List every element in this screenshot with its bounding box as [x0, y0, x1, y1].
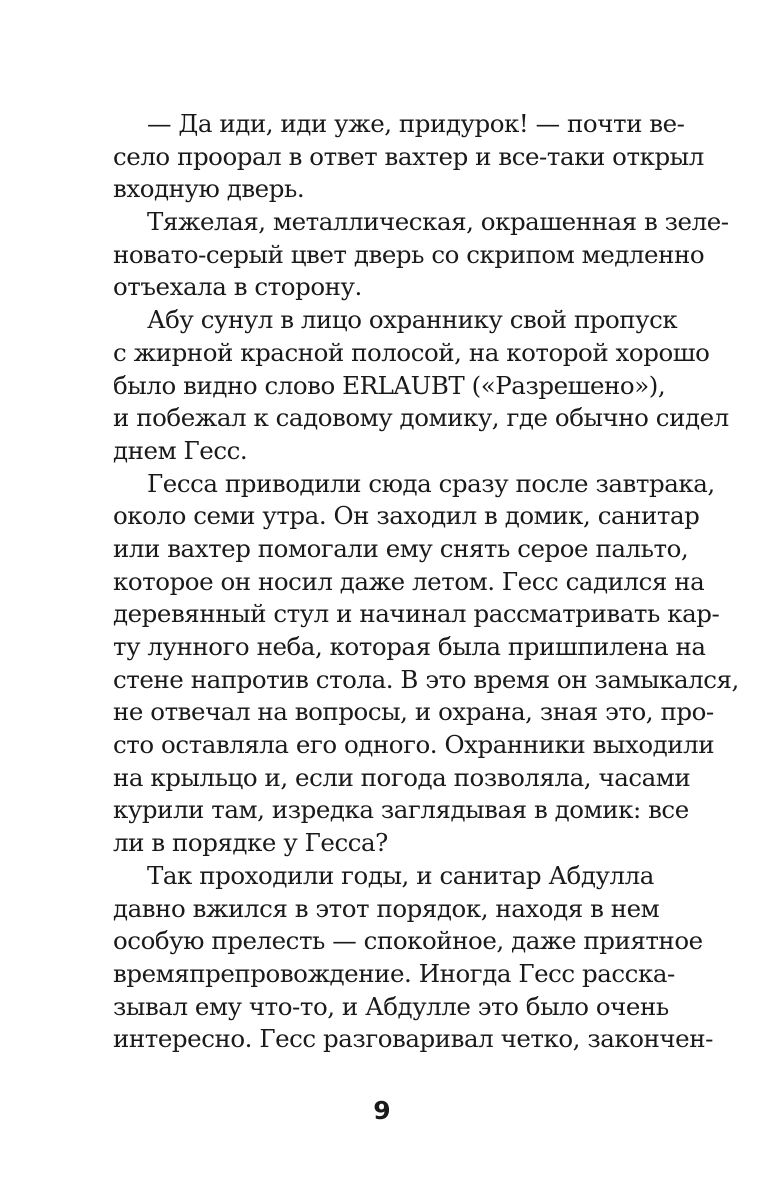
text-line: Гесса приводили сюда сразу после завтрака, [147, 468, 715, 498]
text-line: отъехала в сторону. [113, 272, 362, 302]
text-line: с жирной красной полосой, на которой хорошо [113, 337, 710, 367]
text-line: входную дверь. [113, 174, 305, 204]
text-line: около семи утра. Он заходил в домик, санитар [113, 501, 700, 531]
text-line: не отвечал на вопросы, и охрана, зная это, про- [113, 697, 714, 727]
text-line: которое он носил даже летом. Гесс садился на [113, 566, 705, 596]
text-line: особую прелесть — спокойное, даже приятное [113, 926, 703, 956]
text-line: на крыльцо и, если погода позволяла, часами [113, 762, 691, 792]
text-line: стене напротив стола. В это время он замыкался, [113, 664, 739, 694]
text-line: Тяжелая, металлическая, окрашенная в зеле- [147, 207, 729, 237]
text-line: — Да иди, иди уже, придурок! — почти ве- [147, 109, 685, 138]
text-line: курили там, изредка заглядывая в домик: все [113, 795, 689, 825]
text-line: село проорал в ответ вахтер и все-таки открыл [113, 141, 704, 171]
text-line: деревянный стул и начинал рассматривать кар- [113, 599, 720, 629]
page-number: 9 [373, 1096, 391, 1125]
text-line: интересно. Гесс разговаривал четко, закончен- [113, 1024, 713, 1054]
text-line: ли в порядке у Гесса? [113, 828, 388, 858]
text-line: Так проходили годы, и санитар Абдулла [147, 860, 654, 890]
text-line: сто оставляла его одного. Охранники выходили [113, 730, 715, 760]
text-line: было видно слово ERLAUBT («Разрешено»), [113, 370, 666, 400]
text-line: новато-серый цвет дверь со скрипом медленно [113, 239, 705, 269]
text-line: и побежал к садовому домику, где обычно сидел [113, 403, 729, 433]
text-line: Абу сунул в лицо охраннику свой пропуск [147, 305, 678, 335]
page-text [113, 108, 739, 1056]
text-line: днем Гесс. [113, 435, 248, 465]
text-line: ту лунного неба, которая была пришпилена на [113, 632, 706, 661]
text-line: давно вжился в этот порядок, находя в нем [113, 893, 660, 923]
text-line: времяпрепровождение. Иногда Гесс расска- [113, 958, 675, 988]
text-line: зывал ему что-то, и Абдулле это было очень [113, 991, 669, 1021]
text-line: или вахтер помогали ему снять серое пальто, [113, 533, 689, 563]
